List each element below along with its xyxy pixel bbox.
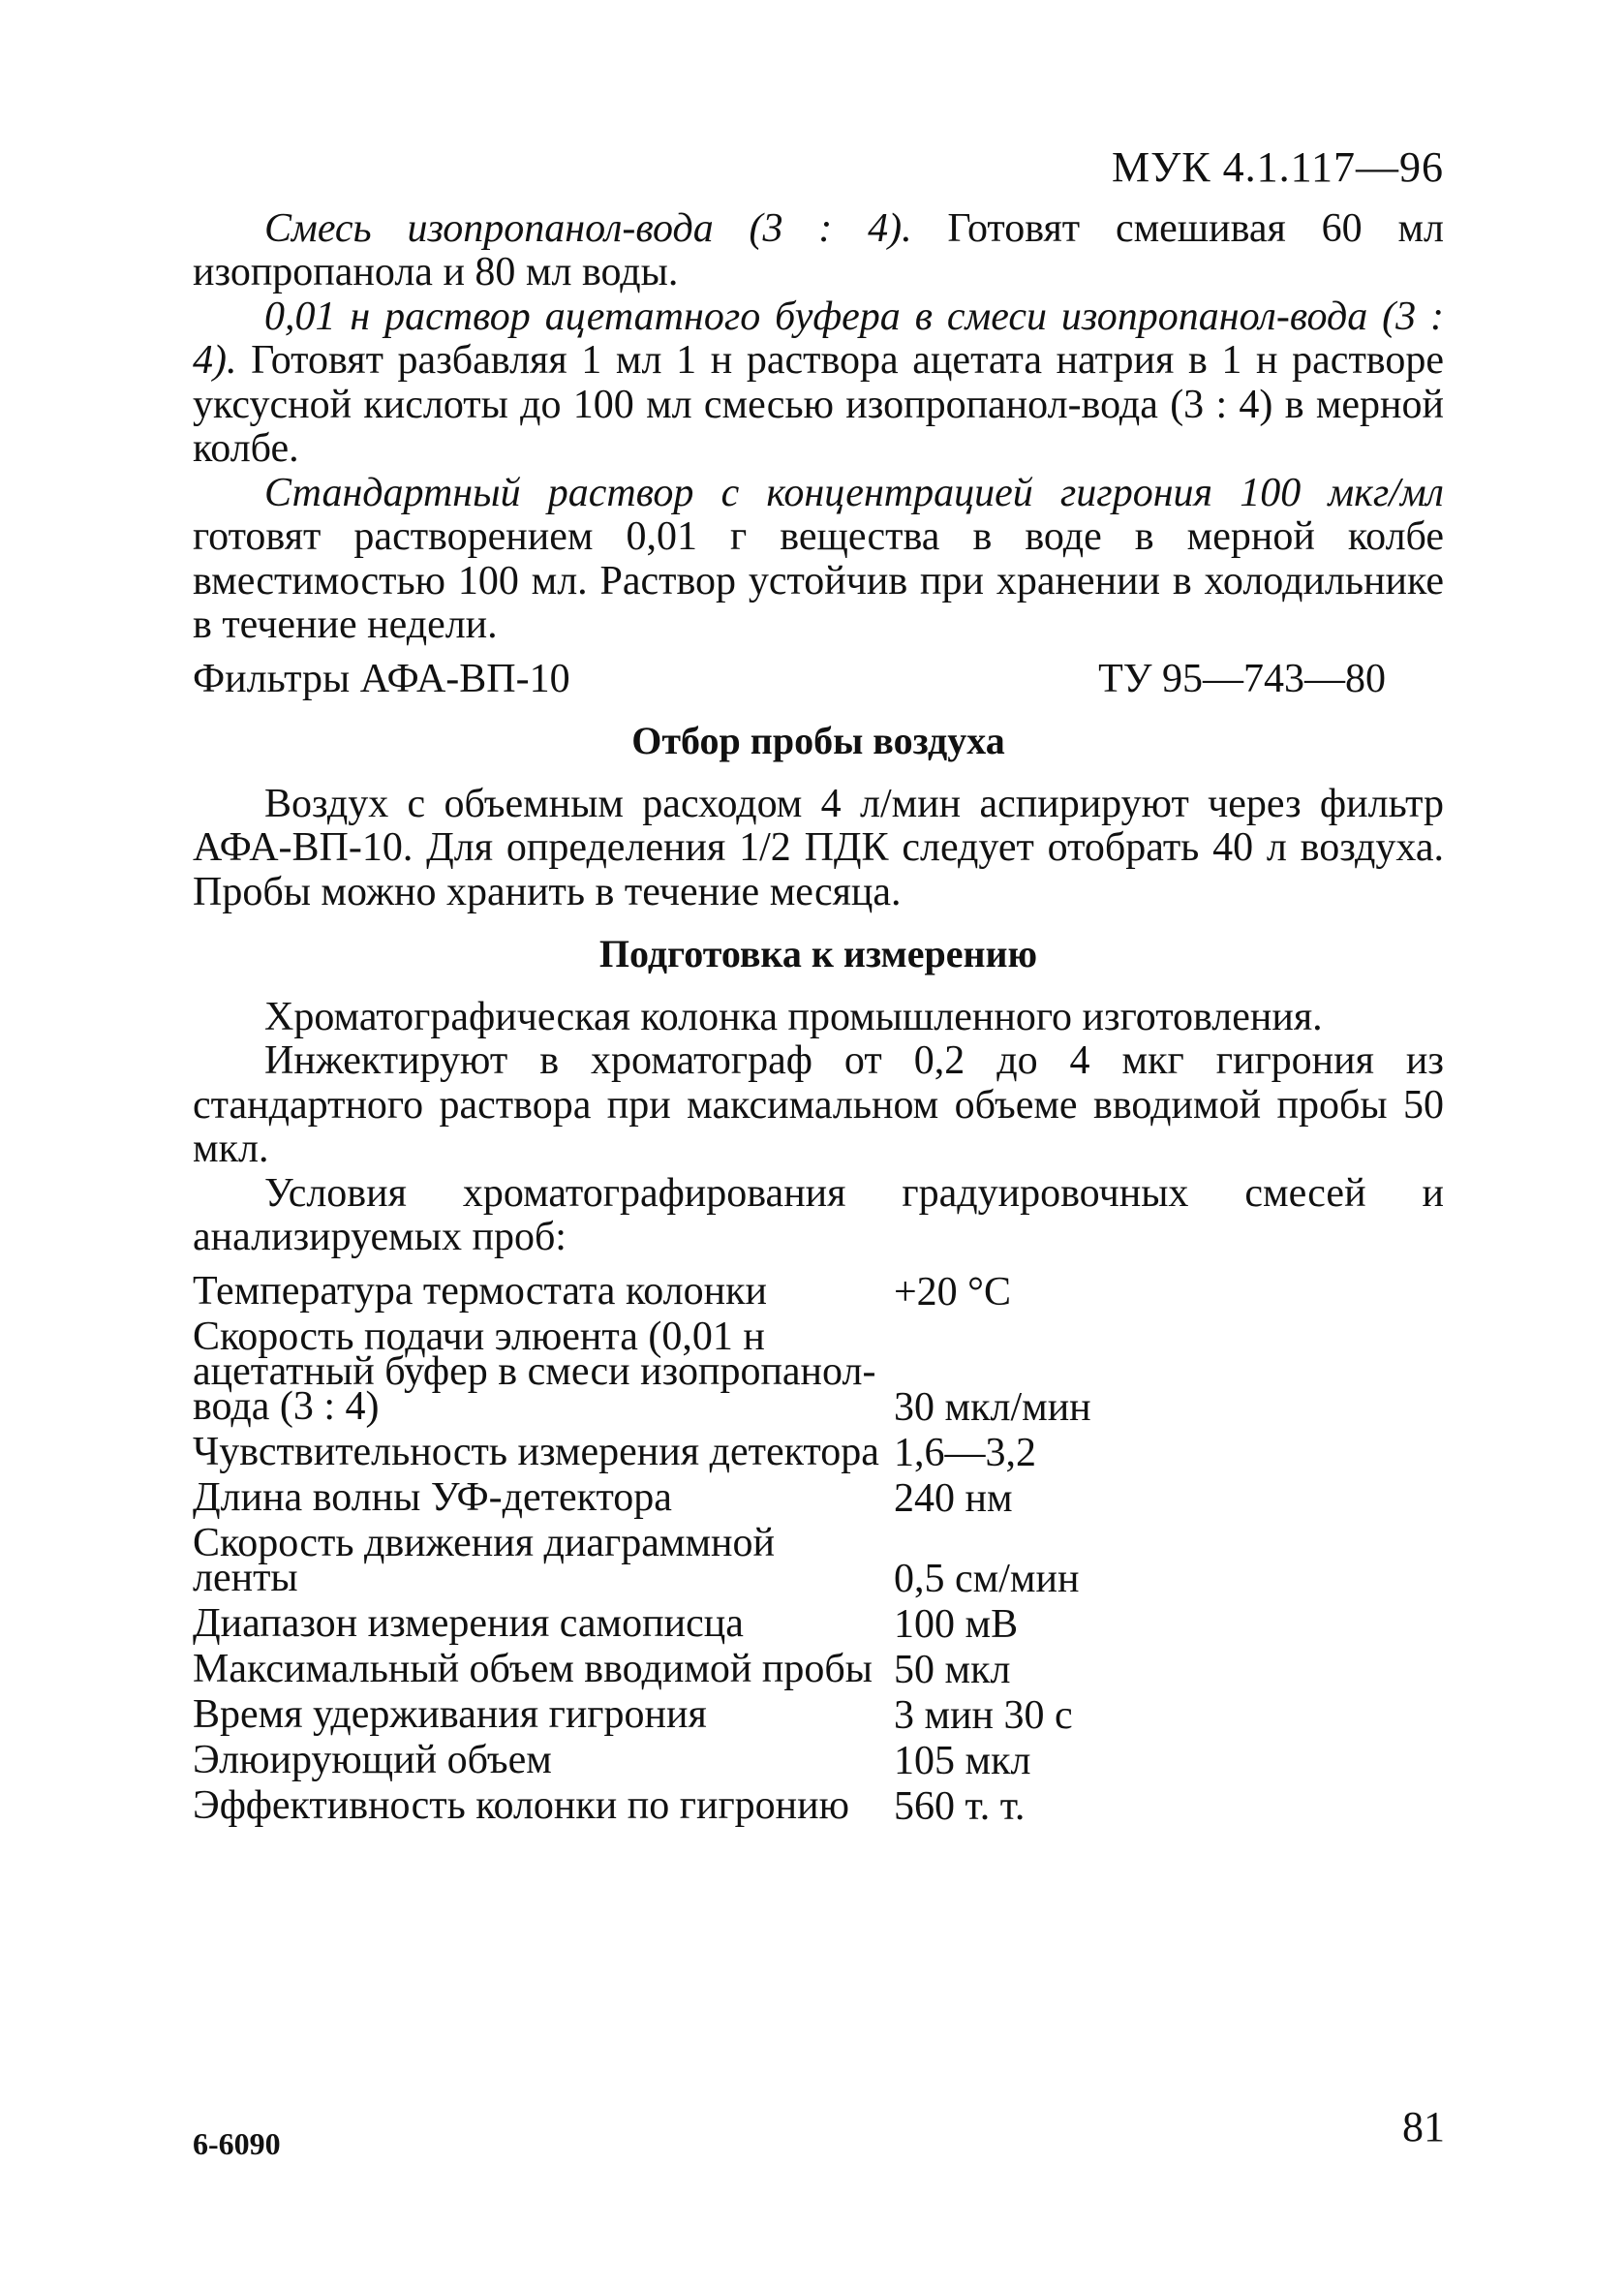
condition-label: Скорость подачи элюента (0,01 н ацетатный буфер в смеси изопропанол-вода (3 : 4): [193, 1314, 876, 1429]
condition-label: Время удерживания гигрония: [193, 1691, 707, 1737]
reagent-paragraph-1: [193, 207, 1444, 295]
condition-value: 100 мВ: [894, 1601, 1019, 1647]
conditions-row: [193, 1431, 1444, 1476]
conditions-row: [193, 1739, 1444, 1784]
condition-value: 30 мкл/мин: [894, 1384, 1091, 1430]
condition-label: Элюирующий объем: [193, 1737, 552, 1782]
conditions-row: [193, 1522, 1444, 1602]
conditions-row: [193, 1315, 1444, 1431]
document-code: МУК 4.1.117—96: [1112, 143, 1444, 191]
conditions-row: [193, 1784, 1444, 1830]
condition-value: +20 °С: [894, 1269, 1011, 1315]
condition-label: Диапазон измерения самописца: [193, 1600, 744, 1646]
reagent-paragraph-3: [193, 472, 1444, 648]
condition-label: Скорость движения диаграммной ленты: [193, 1520, 776, 1600]
page-content: [193, 145, 1444, 1830]
reagent-text-1: Готовят смешивая 60 мл изопропанола и 80 мл воды.: [193, 205, 1444, 294]
condition-label: Температура термостата колонки: [193, 1268, 767, 1314]
preparation-paragraph-3: Условия хроматографирования градуировочных смесей и анализируемых проб:: [193, 1170, 1444, 1259]
conditions-row: [193, 1270, 1444, 1315]
condition-value: 240 нм: [894, 1475, 1013, 1521]
reagent-title-3: Стандартный раствор с концентрацией гигрония 100 мкг/мл: [264, 470, 1444, 515]
preparation-heading: Подготовка к измерению: [598, 932, 1038, 975]
print-code: 6-6090: [193, 2126, 281, 2161]
condition-value: 3 мин 30 с: [894, 1692, 1073, 1738]
page-number: 81: [1402, 2103, 1445, 2150]
conditions-row: [193, 1648, 1444, 1693]
preparation-paragraph-2: Инжектируют в хроматограф от 0,2 до 4 мкг гигрония из стандартного раствора при максимальном объеме вводимой пробы 50 мкл.: [193, 1038, 1444, 1171]
reagent-paragraph-2: [193, 295, 1444, 472]
filters-row: [193, 658, 1444, 702]
conditions-table: [193, 1270, 1444, 1830]
reagent-title-2: 0,01 н раствор ацетатного буфера в смеси изопропанол-вода (3 : 4).: [193, 294, 1444, 383]
filters-standard: ТУ 95—743—80: [1098, 656, 1386, 701]
sampling-paragraph: Воздух с объемным расходом 4 л/мин аспирируют через фильтр АФА-ВП-10. Для определения 1/2 ПДК следует отобрать 40 л воздуха. Пробы можно хранить в течение месяца.: [193, 781, 1444, 914]
reagent-title-1: Смесь изопропанол-вода (3 : 4).: [264, 205, 912, 251]
condition-value: 0,5 см/мин: [894, 1556, 1080, 1601]
reagent-text-2: Готовят разбавляя 1 мл 1 н раствора ацетата натрия в 1 н растворе уксусной кислоты до 100 мл смесью изопропанол-вода (3 : 4) в мерной колбе.: [193, 338, 1444, 471]
conditions-row: [193, 1476, 1444, 1522]
conditions-row: [193, 1602, 1444, 1648]
condition-label: Максимальный объем вводимой пробы: [193, 1646, 873, 1691]
condition-label: Длина волны УФ-детектора: [193, 1474, 672, 1520]
condition-label: Эффективность колонки по гигронию: [193, 1782, 850, 1828]
sampling-heading: Отбор пробы воздуха: [631, 719, 1005, 762]
condition-value: 105 мкл: [894, 1738, 1031, 1783]
condition-value: 560 т. т.: [894, 1783, 1026, 1829]
condition-label: Чувствительность измерения детектора: [193, 1429, 879, 1474]
filters-name: Фильтры АФА-ВП-10: [193, 656, 570, 701]
condition-value: 50 мкл: [894, 1647, 1011, 1692]
preparation-paragraph-1: Хроматографическая колонка промышленного изготовления.: [264, 994, 1323, 1039]
condition-value: 1,6—3,2: [894, 1430, 1036, 1475]
reagent-text-3: готовят растворением 0,01 г вещества в воде в мерной колбе вместимостью 100 мл. Раствор устойчив при хранении в холодильнике в течение недели.: [193, 514, 1444, 647]
conditions-row: [193, 1693, 1444, 1739]
